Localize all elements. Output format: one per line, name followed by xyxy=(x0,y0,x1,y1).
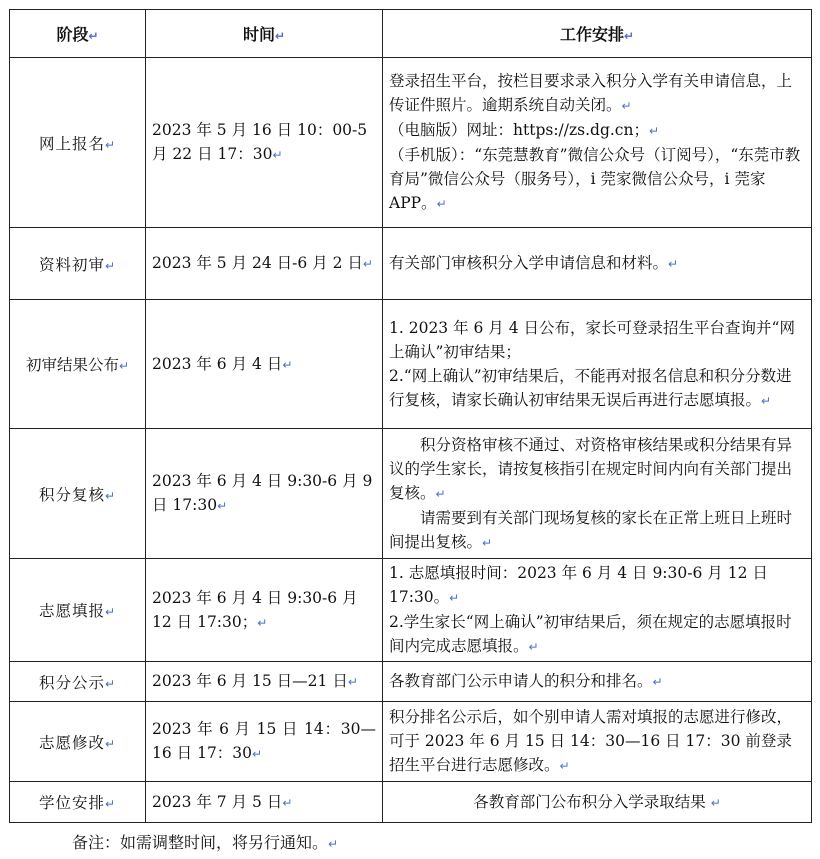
work-cell: 登录招生平台，按栏目要求录入积分入学有关申请信息，上传证件照片。逾期系统自动关闭。↵ （电脑版）网址：https://zs.dg.cn；↵ （手机版）：“东莞慧教育”微信公众号（订阅号），“东莞市教育局”微信公众号（服务号），i 莞家微信公众号，i 莞家 APP。↵ xyxy=(383,58,812,228)
return-mark-icon: ↵ xyxy=(436,197,447,211)
header-row xyxy=(10,10,812,58)
stage-cell: 积分公示↵ xyxy=(10,662,146,702)
stage-cell: 志愿填报↵ xyxy=(10,559,146,662)
return-mark-icon: ↵ xyxy=(104,676,117,691)
return-mark-icon: ↵ xyxy=(104,258,117,273)
header-stage: 阶段↵ xyxy=(10,10,146,58)
return-mark-icon: ↵ xyxy=(282,795,293,810)
stage-cell: 志愿修改↵ xyxy=(10,702,146,782)
time-cell: 2023 年 5 月 16 日 10：00-5 月 22 日 17：30↵ xyxy=(146,58,383,228)
header-work: 工作安排↵ xyxy=(383,10,812,58)
return-mark-icon: ↵ xyxy=(118,359,130,373)
return-mark-icon: ↵ xyxy=(257,615,268,630)
table-row xyxy=(10,782,812,823)
table-row xyxy=(10,300,812,429)
work-cell: 各教育部门公示申请人的积分和排名。↵ xyxy=(383,662,812,702)
stage-cell: 资料初审↵ xyxy=(10,228,146,300)
return-mark-icon: ↵ xyxy=(104,605,117,619)
return-mark-icon: ↵ xyxy=(621,99,632,113)
return-mark-icon: ↵ xyxy=(328,837,339,851)
return-mark-icon: ↵ xyxy=(88,29,99,43)
return-mark-icon: ↵ xyxy=(272,148,283,162)
time-cell: 2023 年 7 月 5 日↵ xyxy=(146,782,383,823)
return-mark-icon: ↵ xyxy=(482,535,493,550)
work-cell: 积分资格审核不通过、对资格审核结果或积分结果有异议的学生家长，请按复核指引在规定时间内向有关部门提出复核。↵ 请需要到有关部门现场复核的家长在正常上班日上班时间提出复核。↵ xyxy=(383,429,812,559)
return-mark-icon: ↵ xyxy=(449,591,460,605)
table-row xyxy=(10,58,812,228)
return-mark-icon: ↵ xyxy=(362,257,373,271)
return-mark-icon: ↵ xyxy=(217,499,228,513)
time-cell: 2023 年 6 月 15 日—21 日↵ xyxy=(146,662,383,702)
return-mark-icon: ↵ xyxy=(559,759,570,773)
work-cell: 1. 2023 年 6 月 4 日公布，家长可登录招生平台查询并“网上确认”初审结果； 2.“网上确认”初审结果后，不能再对报名信息和积分分数进行复核，请家长确认初审结果无误后再进行志愿填报。↵ xyxy=(383,300,812,429)
time-cell: 2023 年 6 月 4 日 9:30-6 月 12 日 17:30；↵ xyxy=(146,559,383,662)
return-mark-icon: ↵ xyxy=(104,488,117,503)
time-cell: 2023 年 5 月 24 日-6 月 2 日↵ xyxy=(146,228,383,300)
return-mark-icon: ↵ xyxy=(761,393,772,408)
header-time: 时间↵ xyxy=(146,10,383,58)
work-cell: 有关部门审核积分入学申请信息和材料。↵ xyxy=(383,228,812,300)
return-mark-icon: ↵ xyxy=(274,29,286,43)
stage-cell: 初审结果公布↵ xyxy=(10,300,146,429)
work-cell: 积分排名公示后，如个别申请人需对填报的志愿进行修改，可于 2023 年 6 月 15 日 14：30—16 日 17：30 前登录招生平台进行志愿修改。↵ xyxy=(383,702,812,782)
return-mark-icon: ↵ xyxy=(347,675,358,689)
time-cell: 2023 年 6 月 4 日 9:30-6 月 9 日 17:30↵ xyxy=(146,429,383,559)
time-cell: 2023 年 6 月 15 日 14：30—16 日 17：30↵ xyxy=(146,702,383,782)
work-cell: 1. 志愿填报时间：2023 年 6 月 4 日 9:30-6 月 12 日 17:30。↵ 2.学生家长“网上确认”初审结果后，须在规定的志愿填报时间内完成志愿填报。↵ xyxy=(383,559,812,662)
stage-cell: 学位安排↵ xyxy=(10,782,146,823)
table-row xyxy=(10,662,812,702)
return-mark-icon: ↵ xyxy=(435,486,446,501)
stage-cell: 积分复核↵ xyxy=(10,429,146,559)
footnote: 备注：如需调整时间，将另行通知。↵ xyxy=(72,833,339,852)
return-mark-icon: ↵ xyxy=(252,747,263,761)
return-mark-icon: ↵ xyxy=(623,29,635,43)
return-mark-icon: ↵ xyxy=(282,357,293,372)
return-mark-icon: ↵ xyxy=(528,640,539,654)
return-mark-icon: ↵ xyxy=(668,257,679,271)
schedule-table xyxy=(9,9,812,823)
table-row xyxy=(10,228,812,300)
return-mark-icon: ↵ xyxy=(710,795,721,810)
table-row xyxy=(10,429,812,559)
work-cell: 各教育部门公布积分入学录取结果 ↵ xyxy=(383,782,812,823)
return-mark-icon: ↵ xyxy=(104,736,117,751)
return-mark-icon: ↵ xyxy=(652,675,663,689)
time-cell: 2023 年 6 月 4 日↵ xyxy=(146,300,383,429)
return-mark-icon: ↵ xyxy=(104,797,117,811)
stage-cell: 网上报名↵ xyxy=(10,58,146,228)
return-mark-icon: ↵ xyxy=(648,124,660,138)
return-mark-icon: ↵ xyxy=(104,137,117,152)
table-row xyxy=(10,559,812,662)
table-row xyxy=(10,702,812,782)
